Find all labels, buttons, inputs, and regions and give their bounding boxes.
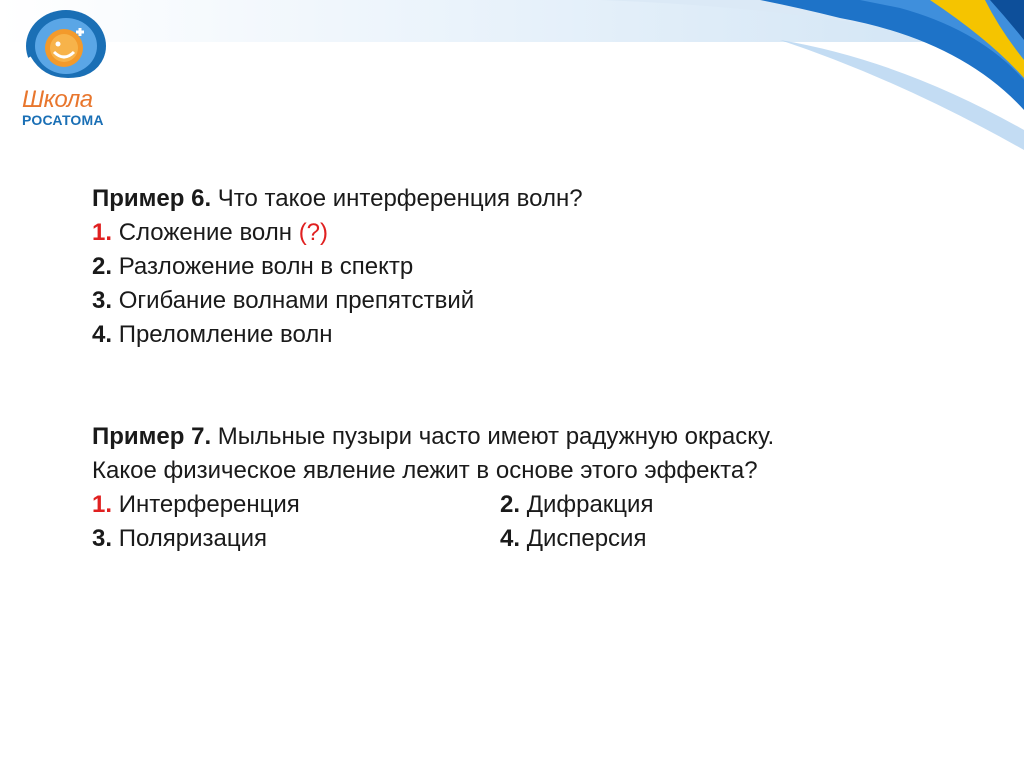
option-number: 3. [92, 525, 113, 552]
option-number: 1. [92, 491, 113, 518]
example7-question-line2: Какое физическое явление лежит в основе этого эффекта? [92, 457, 758, 484]
option-number: 4. [92, 321, 113, 348]
option-number: 1. [92, 219, 113, 246]
example7-option-4 [500, 522, 900, 556]
example6-label: Пример 6. [92, 185, 212, 212]
header-decoration [0, 0, 1024, 150]
logo-text-rosatom: РОСАТОМА [22, 112, 104, 128]
example6-option-4 [92, 318, 972, 352]
option-number: 2. [500, 491, 521, 518]
example7-option-3 [92, 522, 500, 556]
option-text: Огибание волнами препятствий [118, 287, 475, 314]
option-mark: (?) [298, 219, 329, 246]
option-text: Дисперсия [526, 525, 647, 552]
example6-question-text: Что такое интерференция волн? [217, 185, 583, 212]
option-text: Сложение волн [118, 219, 293, 246]
example7-label: Пример 7. [92, 423, 212, 450]
option-number: 3. [92, 287, 113, 314]
option-text: Преломление волн [118, 321, 333, 348]
example6-option-2 [92, 250, 972, 284]
example7-option-1 [92, 488, 500, 522]
section-spacer [92, 352, 972, 420]
logo-text-school: Школа [22, 86, 93, 113]
slide-content [92, 182, 972, 556]
example7-question-line1 [92, 420, 972, 454]
example7-question-text: Мыльные пузыри часто имеют радужную окраску. [217, 423, 775, 450]
option-text: Дифракция [526, 491, 654, 518]
example7-options-row-2 [92, 522, 972, 556]
option-text: Разложение волн в спектр [118, 253, 414, 280]
atom-orbit-icon [14, 6, 134, 88]
example6-option-3 [92, 284, 972, 318]
option-number: 2. [92, 253, 113, 280]
example6-question [92, 182, 972, 216]
option-text: Интерференция [118, 491, 300, 518]
option-number: 4. [500, 525, 521, 552]
example7-options-row-1 [92, 488, 972, 522]
example7-option-2 [500, 488, 900, 522]
example6-option-1 [92, 216, 972, 250]
option-text: Поляризация [118, 525, 268, 552]
